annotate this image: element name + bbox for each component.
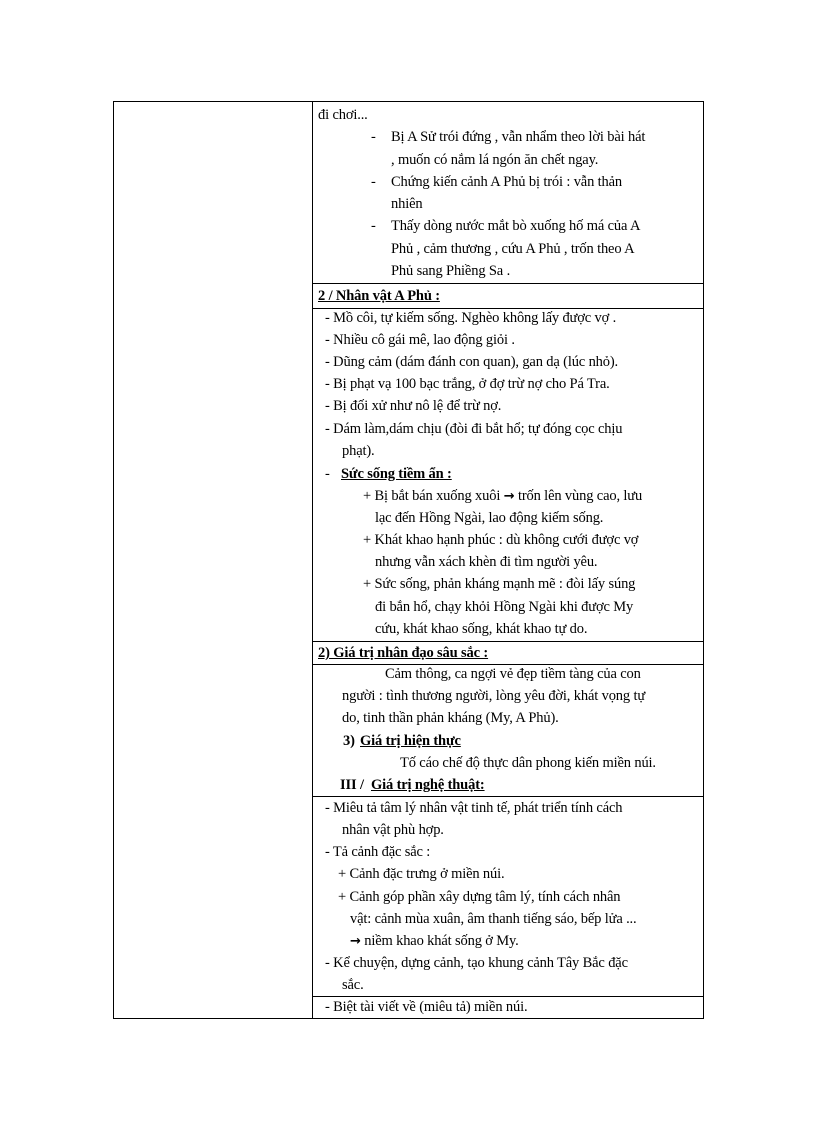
text-line: đi bắn hổ, chạy khỏi Hồng Ngài khi được My (375, 599, 634, 615)
text-line: + Sức sống, phản kháng mạnh mẽ : đòi lấy súng (363, 576, 636, 592)
text-line: Phủ sang Phiềng Sa . (391, 263, 511, 279)
text-line: nhưng vẫn xách khèn đi tìm người yêu. (375, 554, 598, 570)
text-line: lạc đến Hồng Ngài, lao động kiếm sống. (375, 510, 604, 526)
list-dash: - (371, 218, 376, 234)
list-dash: - (371, 129, 376, 145)
text-line: Cảm thông, ca ngợi vẻ đẹp tiềm tàng của con (385, 666, 641, 682)
left-column-cell (114, 102, 313, 1018)
section-number: 3) (343, 733, 355, 749)
text-line: Bị A Sử trói đứng , vẫn nhẩm theo lời bài hát (391, 129, 646, 145)
list-dash: - (325, 466, 330, 482)
row-divider (313, 641, 703, 642)
row-divider (313, 283, 703, 284)
text-line: - Mồ côi, tự kiếm sống. Nghèo không lấy được vợ . (325, 310, 617, 326)
row-divider (313, 796, 703, 797)
text-line: Tố cáo chế độ thực dân phong kiến miền núi. (400, 755, 656, 771)
text-line: do, tinh thần phản kháng (My, A Phủ). (342, 710, 559, 726)
section-heading: 2) Giá trị nhân đạo sâu sắc : (318, 645, 489, 661)
text-line: Phủ , cảm thương , cứu A Phủ , trốn theo A (391, 241, 635, 257)
text-line: nhiên (391, 196, 423, 212)
text-line: - Bị đối xử như nô lệ để trừ nợ. (325, 398, 502, 414)
text-line: cứu, khát khao sống, khát khao tự do. (375, 621, 588, 637)
text-line: + Bị bắt bán xuống xuôi → trốn lên vùng cao, lưu (363, 488, 643, 504)
section-heading: 2 / Nhân vật A Phủ : (318, 288, 440, 304)
text-line: + Cảnh góp phần xây dựng tâm lý, tính cách nhân (338, 889, 621, 905)
section-number: III / (340, 777, 364, 793)
text-line: + Cảnh đặc trưng ở miền núi. (338, 866, 505, 882)
text-line: - Nhiều cô gái mê, lao động giỏi . (325, 332, 515, 348)
text-line: Chứng kiến cảnh A Phủ bị trói : vẫn thản (391, 174, 623, 190)
text-line: - Bị phạt vạ 100 bạc trắng, ở đợ trừ nợ cho Pá Tra. (325, 376, 610, 392)
text-line: - Tả cảnh đặc sắc : (325, 844, 431, 860)
text-line: nhân vật phù hợp. (342, 822, 444, 838)
text-line: , muốn có nắm lá ngón ăn chết ngay. (391, 152, 599, 168)
text-line: Thấy dòng nước mắt bò xuống hố má của A (391, 218, 641, 234)
text-line: - Biệt tài viết về (miêu tả) miền núi. (325, 999, 528, 1015)
subsection-heading: Sức sống tiềm ẩn : (341, 466, 452, 482)
text-line: - Miêu tả tâm lý nhân vật tinh tế, phát triển tính cách (325, 800, 623, 816)
text-line: → niềm khao khát sống ở My. (350, 933, 519, 949)
text-line: phạt). (342, 443, 375, 459)
section-heading: Giá trị nghệ thuật: (371, 777, 485, 793)
right-column-cell (313, 102, 703, 1018)
text-line: + Khát khao hạnh phúc : dù không cưới được vợ (363, 532, 639, 548)
text-line: đi chơi... (318, 107, 368, 123)
text-line: người : tình thương người, lòng yêu đời, khát vọng tự (342, 688, 646, 704)
arrow-right-icon: → (350, 934, 361, 949)
content-table (113, 101, 704, 1019)
text-line: vật: cảnh mùa xuân, âm thanh tiếng sáo, bếp lửa ... (350, 911, 637, 927)
arrow-right-icon: → (503, 489, 515, 504)
text-line: - Dũng cảm (dám đánh con quan), gan dạ (lúc nhỏ). (325, 354, 619, 370)
text-line: sắc. (342, 977, 364, 993)
text-line: - Dám làm,dám chịu (đòi đi bắt hổ; tự đóng cọc chịu (325, 421, 623, 437)
list-dash: - (371, 174, 376, 190)
section-heading: Giá trị hiện thực (360, 733, 461, 749)
text-line: - Kể chuyện, dựng cảnh, tạo khung cảnh Tây Bắc đặc (325, 955, 628, 971)
